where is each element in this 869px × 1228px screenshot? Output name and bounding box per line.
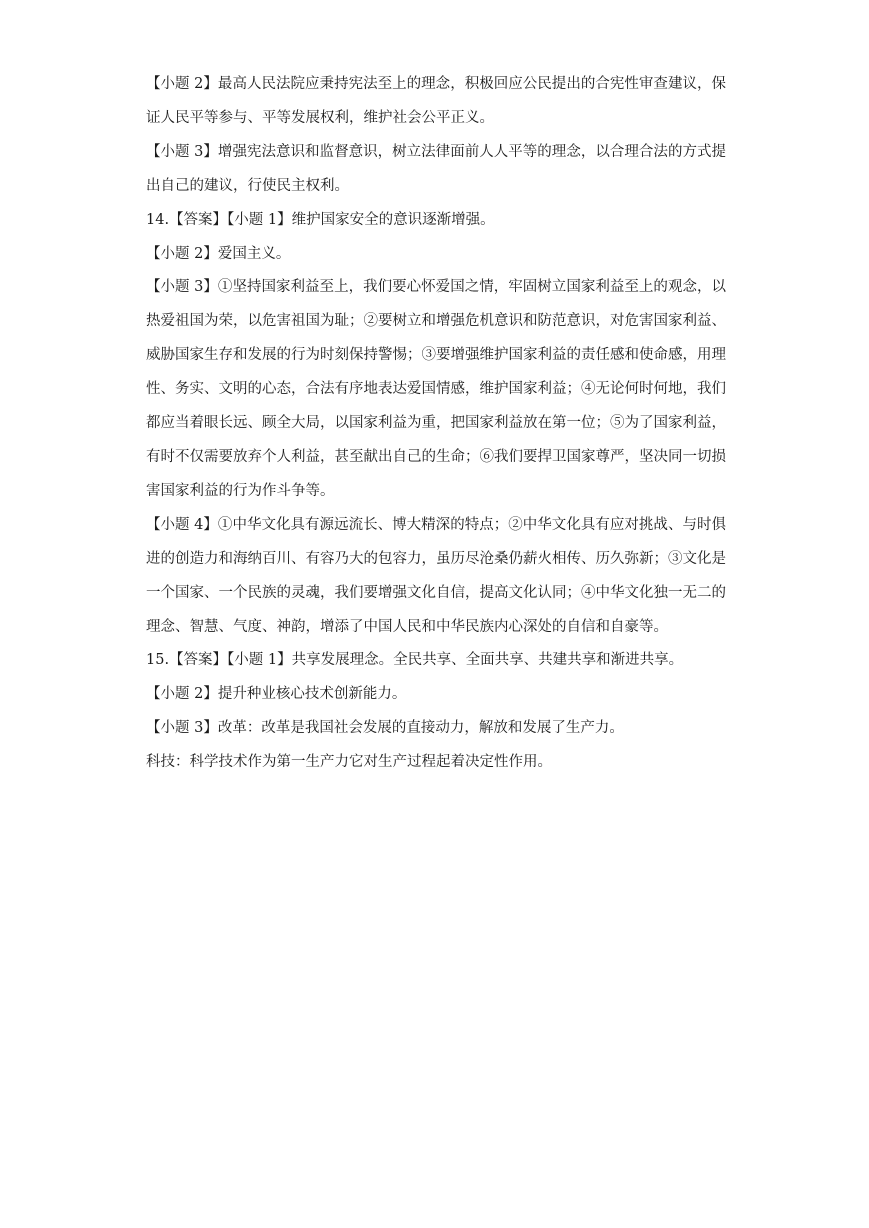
answer-q14-sub4: 【小题 4】①中华文化具有源远流长、博大精深的特点；②中华文化具有应对挑战、与时俱进的创造力和海纳百川、有容乃大的包容力，虽历尽沧桑仍薪火相传、历久弥新；③文化是一个国家、一个民族的灵魂，我们要增强文化自信，提高文化认同；④中华文化独一无二的理念、智慧、气度、神韵，增添了中国人民和中华民族内心深处的自信和自豪等。 [146,516,726,635]
answer-q15-sub3-reform: 【小题 3】改革：改革是我国社会发展的直接动力，解放和发展了生产力。 [146,720,624,737]
answer-q14-sub2: 【小题 2】爱国主义。 [146,245,291,262]
answer-document [146,68,726,780]
answer-q15-sub3-technology: 科技：科学技术作为第一生产力它对生产过程起着决定性作用。 [146,754,552,771]
answer-q15-sub2: 【小题 2】提升种业核心技术创新能力。 [146,686,407,703]
answer-q14-sub1: 14.【答案】【小题 1】维护国家安全的意识逐渐增强。 [146,211,495,228]
answer-q13-sub3: 【小题 3】增强宪法意识和监督意识，树立法律面前人人平等的理念，以合理合法的方式提出自己的建议，行使民主权利。 [146,143,726,194]
answer-q14-sub3: 【小题 3】①坚持国家利益至上，我们要心怀爱国之情，牢固树立国家利益至上的观念，以热爱祖国为荣，以危害祖国为耻；②要树立和增强危机意识和防范意识，对危害国家利益、威胁国家生存和发展的行为时刻保持警惕；③要增强维护国家利益的责任感和使命感，用理性、务实、文明的心态，合法有序地表达爱国情感，维护国家利益；④无论何时何地，我们都应当着眼长远、顾全大局，以国家利益为重，把国家利益放在第一位；⑤为了国家利益，有时不仅需要放弃个人利益，甚至献出自己的生命；⑥我们要捍卫国家尊严，坚决同一切损害国家利益的行为作斗争等。 [146,279,726,499]
answer-q15-sub1: 15.【答案】【小题 1】共享发展理念。全民共享、全面共享、共建共享和渐进共享。 [146,652,684,669]
answer-q13-sub2: 【小题 2】最高人民法院应秉持宪法至上的理念，积极回应公民提出的合宪性审查建议，保证人民平等参与、平等发展权利，维护社会公平正义。 [146,76,726,126]
